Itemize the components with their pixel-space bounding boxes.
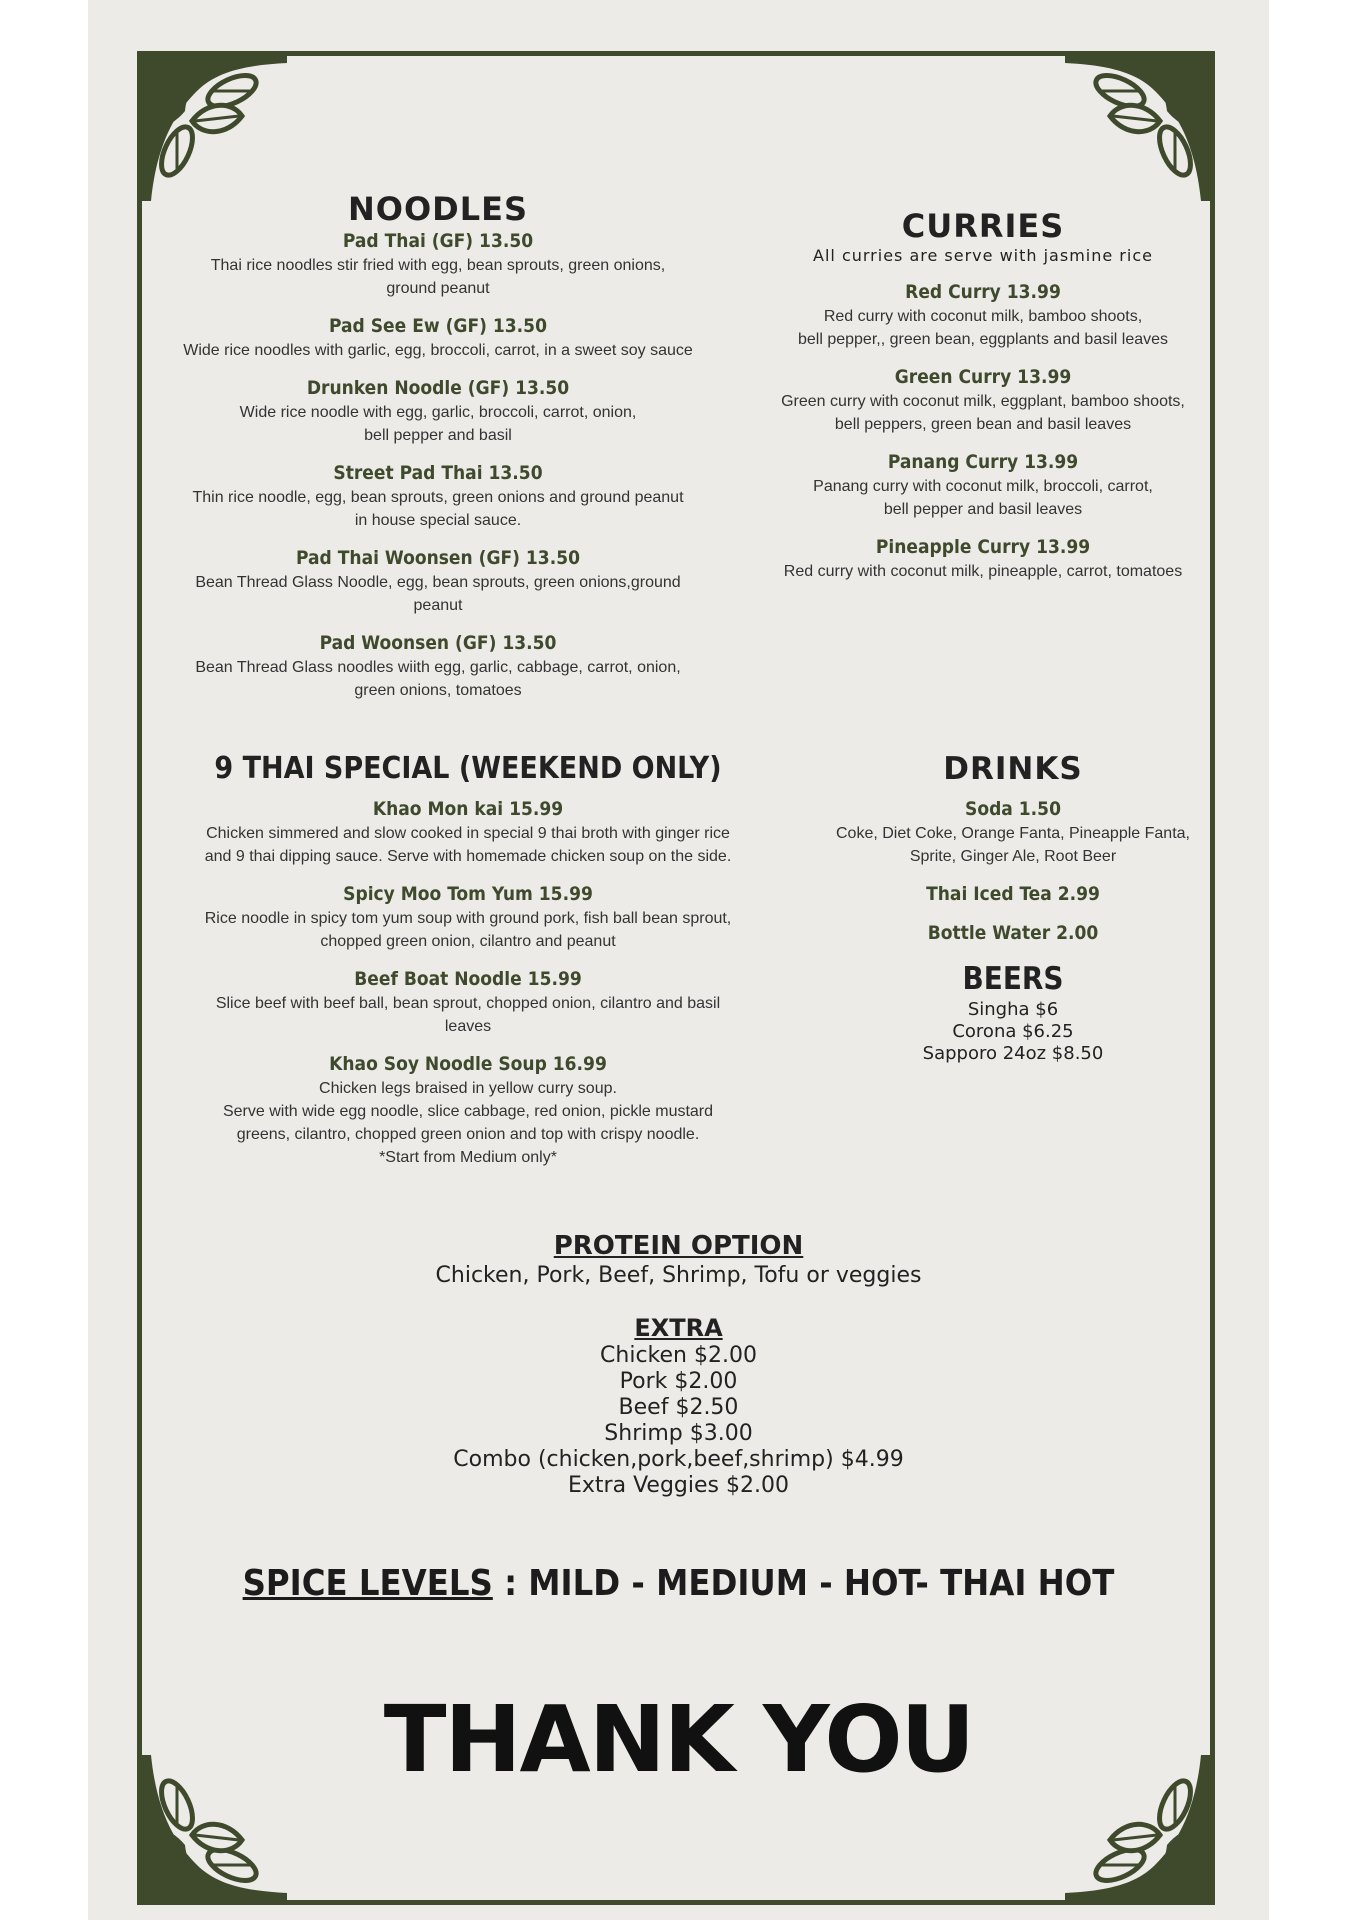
- beers-title: BEERS: [962, 961, 1064, 997]
- extra-section: [0, 1313, 1357, 1499]
- curries-title: CURRIES: [901, 207, 1065, 245]
- menu-item-description: and 9 thai dipping sauce. Serve with homemade chicken soup on the side.: [204, 848, 732, 865]
- menu-item-description: Wide rice noodles with garlic, egg, broccoli, carrot, in a sweet soy sauce: [183, 342, 693, 359]
- menu-item-description: Thai rice noodles stir fried with egg, bean sprouts, green onions,: [210, 257, 666, 274]
- menu-item: [818, 881, 1208, 907]
- menu-item-name: Bottle Water 2.00: [927, 922, 1099, 944]
- menu-item-name: Pad Woonsen (GF) 13.50: [319, 632, 557, 654]
- spice-levels: [0, 1562, 1357, 1606]
- menu-item-name: Green Curry 13.99: [894, 366, 1072, 388]
- menu-item-description: Slice beef with beef ball, bean sprout, chopped onion, cilantro and basil: [215, 995, 721, 1012]
- noodles-list: [148, 228, 728, 702]
- menu-item-name: Street Pad Thai 13.50: [333, 462, 543, 484]
- extra-list: [0, 1343, 1357, 1499]
- menu-item-name: Beef Boat Noodle 15.99: [354, 968, 582, 990]
- menu-item-description: Red curry with coconut milk, bamboo shoots,: [823, 308, 1143, 325]
- extra-item: Shrimp $3.00: [604, 1421, 753, 1446]
- curries-list: [748, 279, 1218, 583]
- menu-item: [748, 449, 1218, 521]
- menu-item-name: Red Curry 13.99: [905, 281, 1061, 303]
- menu-item-name: Thai Iced Tea 2.99: [926, 883, 1100, 905]
- menu-item-name: Pineapple Curry 13.99: [875, 536, 1091, 558]
- menu-item-name: Khao Soy Noodle Soup 16.99: [329, 1053, 607, 1075]
- menu-item-description: Bean Thread Glass Noodle, egg, bean sprouts, green onions,ground: [195, 574, 681, 591]
- spice-values: : MILD - MEDIUM - HOT- THAI HOT: [492, 1563, 1115, 1604]
- menu-item-name: Pad See Ew (GF) 13.50: [329, 315, 547, 337]
- menu-item: [818, 796, 1208, 868]
- menu-item: [148, 545, 728, 617]
- beer-item: Singha $6: [967, 999, 1059, 1020]
- protein-section: [0, 1230, 1357, 1290]
- curries-subtitle: All curries are serve with jasmine rice: [813, 246, 1153, 265]
- menu-item: [158, 796, 778, 868]
- menu-item-description: bell pepper,, green bean, eggplants and basil leaves: [797, 331, 1169, 348]
- menu-item-description: ground peanut: [386, 280, 490, 297]
- protein-text: Chicken, Pork, Beef, Shrimp, Tofu or veggies: [435, 1263, 922, 1288]
- leaf-corner-ornament: [137, 51, 287, 201]
- extra-item: Combo (chicken,pork,beef,shrimp) $4.99: [453, 1447, 904, 1472]
- menu-item-name: Panang Curry 13.99: [887, 451, 1079, 473]
- special-title: 9 THAI SPECIAL (WEEKEND ONLY): [214, 751, 722, 786]
- beer-item: Sapporo 24oz $8.50: [922, 1043, 1104, 1064]
- menu-item: [148, 375, 728, 447]
- thank-you: THANK YOU: [383, 1686, 974, 1793]
- menu-item-description: green onions, tomatoes: [354, 682, 522, 699]
- menu-item-description: Sprite, Ginger Ale, Root Beer: [909, 848, 1117, 865]
- extra-title: EXTRA: [634, 1314, 723, 1342]
- extra-item: Pork $2.00: [619, 1369, 738, 1394]
- curries-section: [748, 207, 1218, 596]
- menu-item-description: peanut: [413, 597, 463, 614]
- menu-item: [748, 534, 1218, 583]
- drinks-title: DRINKS: [943, 751, 1083, 787]
- drinks-list: [818, 796, 1208, 946]
- menu-item-name: Khao Mon kai 15.99: [372, 798, 564, 820]
- menu-item: [158, 1051, 778, 1169]
- menu-item-description: Chicken legs braised in yellow curry soup.: [319, 1080, 617, 1097]
- menu-item-description: leaves: [444, 1018, 492, 1035]
- beer-item: Corona $6.25: [952, 1021, 1074, 1042]
- leaf-corner-ornament: [1065, 51, 1215, 201]
- beers-list: [818, 999, 1208, 1065]
- menu-item-description: chopped green onion, cilantro and peanut: [320, 933, 616, 950]
- menu-item-description: Chicken simmered and slow cooked in special 9 thai broth with ginger rice: [206, 825, 730, 842]
- menu-item-description: Bean Thread Glass noodles wiith egg, garlic, cabbage, carrot, onion,: [195, 659, 681, 676]
- menu-item-description: bell pepper and basil: [364, 427, 512, 444]
- menu-item-description: bell peppers, green bean and basil leaves: [834, 416, 1132, 433]
- protein-title: PROTEIN OPTION: [553, 1231, 804, 1261]
- menu-item: [148, 630, 728, 702]
- drinks-section: [818, 748, 1208, 1065]
- menu-item: [158, 966, 778, 1038]
- menu-item: [818, 920, 1208, 946]
- menu-item-name: Soda 1.50: [965, 798, 1061, 820]
- noodles-section: [148, 190, 728, 715]
- menu-item-description: Red curry with coconut milk, pineapple, carrot, tomatoes: [783, 563, 1183, 580]
- extra-item: Beef $2.50: [618, 1395, 739, 1420]
- menu-item-description: Green curry with coconut milk, eggplant, bamboo shoots,: [781, 393, 1185, 410]
- menu-item: [748, 279, 1218, 351]
- menu-item: [748, 364, 1218, 436]
- menu-item-description: Wide rice noodle with egg, garlic, broccoli, carrot, onion,: [239, 404, 637, 421]
- menu-item-description: bell pepper and basil leaves: [883, 501, 1083, 518]
- extra-item: Extra Veggies $2.00: [568, 1473, 789, 1498]
- menu-item-description: Coke, Diet Coke, Orange Fanta, Pineapple Fanta,: [836, 825, 1190, 842]
- menu-item-name: Drunken Noodle (GF) 13.50: [306, 377, 570, 399]
- menu-item: [148, 228, 728, 300]
- menu-item-description: Rice noodle in spicy tom yum soup with ground pork, fish ball bean sprout,: [204, 910, 732, 927]
- menu-item: [148, 313, 728, 362]
- special-section: [158, 748, 778, 1182]
- menu-item: [158, 881, 778, 953]
- menu-item-description: *Start from Medium only*: [379, 1149, 557, 1166]
- menu-item-description: greens, cilantro, chopped green onion and top with crispy noodle.: [236, 1126, 700, 1143]
- menu-item-name: Spicy Moo Tom Yum 15.99: [343, 883, 593, 905]
- extra-item: Chicken $2.00: [600, 1343, 757, 1368]
- menu-item-name: Pad Thai (GF) 13.50: [342, 230, 534, 252]
- menu-item-description: in house special sauce.: [354, 512, 522, 529]
- menu-item: [148, 460, 728, 532]
- menu-item-name: Pad Thai Woonsen (GF) 13.50: [296, 547, 580, 569]
- menu-item-description: Serve with wide egg noodle, slice cabbage, red onion, pickle mustard: [222, 1103, 714, 1120]
- spice-label: SPICE LEVELS: [242, 1563, 493, 1604]
- special-list: [158, 796, 778, 1169]
- noodles-title: NOODLES: [347, 190, 529, 228]
- menu-item-description: Panang curry with coconut milk, broccoli, carrot,: [813, 478, 1153, 495]
- menu-item-description: Thin rice noodle, egg, bean sprouts, green onions and ground peanut: [192, 489, 684, 506]
